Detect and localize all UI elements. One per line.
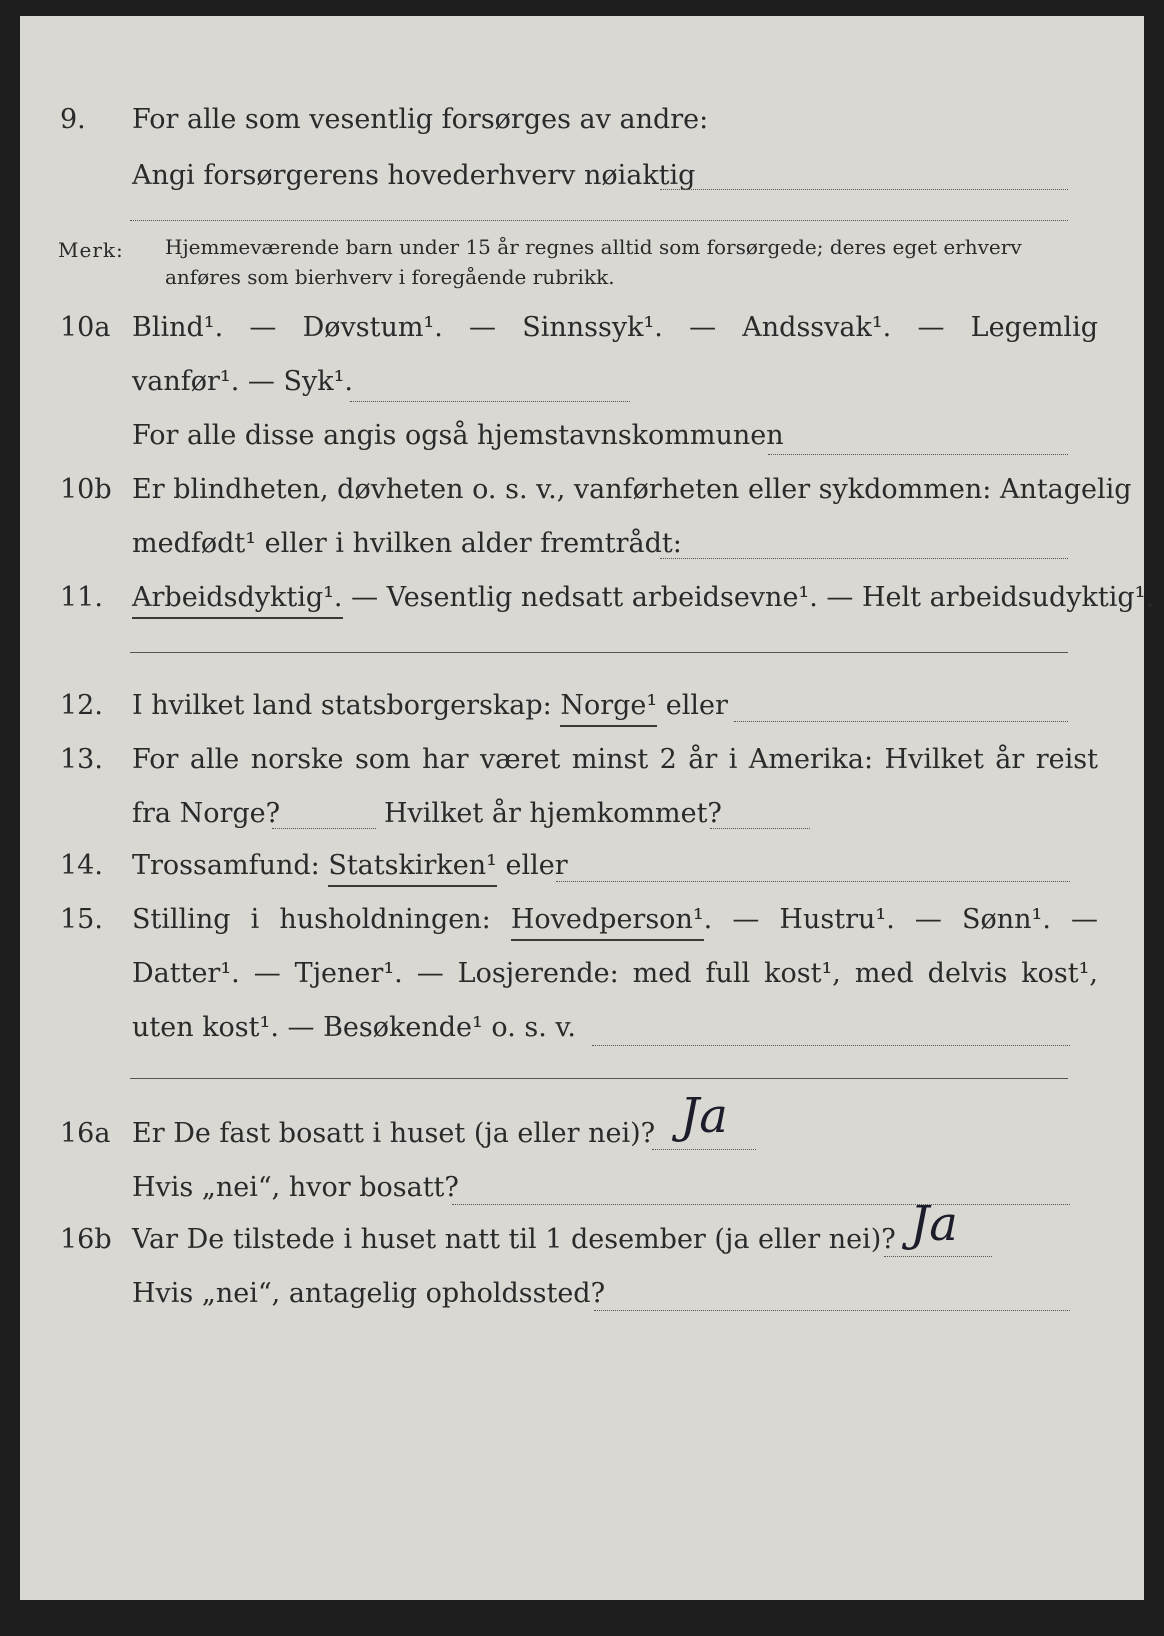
q15-option-hovedperson[interactable]: Hovedperson¹	[511, 904, 704, 941]
q16a-number: 16a	[60, 1118, 111, 1149]
q14-answer-line[interactable]	[556, 881, 1070, 882]
q12-number: 12.	[60, 690, 103, 721]
q15-number: 15.	[60, 904, 103, 935]
q15-line1-rest: . — Hustru¹. — Sønn¹. —	[703, 904, 1098, 935]
q16a-bosatt-line[interactable]	[452, 1204, 1070, 1205]
q10a-line3: For alle disse angis også hjemstavnskommunen	[132, 420, 784, 451]
q10a-hjemstavn-line[interactable]	[768, 454, 1068, 455]
q14-option-statskirken[interactable]: Statskirken¹	[328, 850, 497, 887]
q15-answer-line-2[interactable]	[130, 1078, 1068, 1079]
q10b-line1: Er blindheten, døvheten o. s. v., vanførheten eller sykdommen: Antagelig	[132, 474, 1132, 505]
q11-number: 11.	[60, 582, 103, 613]
q12-pre: I hvilket land statsborgerskap:	[132, 690, 561, 721]
q13-line1: For alle norske som har været minst 2 år i Amerika: Hvilket år reist	[132, 744, 1098, 775]
q16b-answer-line[interactable]	[884, 1256, 992, 1257]
q16a-line2: Hvis „nei“, hvor bosatt?	[132, 1172, 459, 1203]
q13-reist-line[interactable]	[272, 828, 376, 829]
q13-line2a: fra Norge?	[132, 798, 281, 829]
q16b-line2: Hvis „nei“, antagelig opholdssted?	[132, 1278, 606, 1309]
q16b-number: 16b	[60, 1224, 112, 1255]
note-label: Merk:	[58, 238, 124, 262]
q13-line2b: Hvilket år hjemkommet?	[384, 798, 722, 829]
q14-pre: Trossamfund:	[132, 850, 329, 881]
q11-answer-line[interactable]	[130, 652, 1068, 653]
q15-line2: Datter¹. — Tjener¹. — Losjerende: med full kost¹, med delvis kost¹,	[132, 958, 1098, 989]
q14-number: 14.	[60, 850, 103, 881]
q10a-number: 10a	[60, 312, 111, 343]
q12-answer-line[interactable]	[734, 721, 1068, 722]
q12-post: eller	[657, 690, 728, 721]
note-line2: anføres som bierhverv i foregående rubrikk.	[165, 265, 615, 289]
q9-line2: Angi forsørgerens hovederhverv nøiaktig	[132, 160, 696, 191]
q10a-line1: Blind¹. — Døvstum¹. — Sinnssyk¹. — Andssvak¹. — Legemlig	[132, 312, 1098, 343]
q16a-line1: Er De fast bosatt i huset (ja eller nei)?	[132, 1118, 656, 1149]
q10a-line2: vanfør¹. — Syk¹.	[132, 366, 353, 397]
q9-answer-line[interactable]	[660, 189, 1068, 190]
q11-rest: — Vesentlig nedsatt arbeidsevne¹. — Helt arbeidsudyktig¹.	[342, 582, 1155, 613]
q16a-answer-line[interactable]	[652, 1149, 756, 1150]
q9-line1: For alle som vesentlig forsørges av andre:	[132, 104, 709, 135]
q16b-line1: Var De tilstede i huset natt til 1 desember (ja eller nei)?	[132, 1224, 896, 1255]
q10b-answer-line[interactable]	[660, 558, 1068, 559]
q16a-handwritten-answer[interactable]: Ja	[680, 1088, 728, 1144]
q10b-number: 10b	[60, 474, 112, 505]
q13-number: 13.	[60, 744, 103, 775]
q15-answer-line[interactable]	[592, 1045, 1070, 1046]
q10a-answer-line[interactable]	[350, 401, 630, 402]
q16b-opholdssted-line[interactable]	[594, 1310, 1070, 1311]
q13-hjemkommet-line[interactable]	[710, 828, 810, 829]
form-sheet	[20, 16, 1155, 1600]
q15-pre: Stilling i husholdningen:	[132, 904, 511, 935]
q9-answer-line-2[interactable]	[130, 220, 1068, 221]
q14-post: eller	[496, 850, 568, 881]
q12-option-norge[interactable]: Norge¹	[560, 690, 657, 727]
note-line1: Hjemmeværende barn under 15 år regnes alltid som forsørgede; deres eget erhverv	[165, 235, 1022, 259]
q10b-line2: medfødt¹ eller i hvilken alder fremtrådt:	[132, 528, 682, 559]
q15-line3: uten kost¹. — Besøkende¹ o. s. v.	[132, 1012, 577, 1043]
q9-number: 9.	[60, 104, 86, 135]
q11-option-arbeidsdyktig[interactable]: Arbeidsdyktig¹.	[132, 582, 343, 619]
q16b-handwritten-answer[interactable]: Ja	[910, 1196, 958, 1252]
